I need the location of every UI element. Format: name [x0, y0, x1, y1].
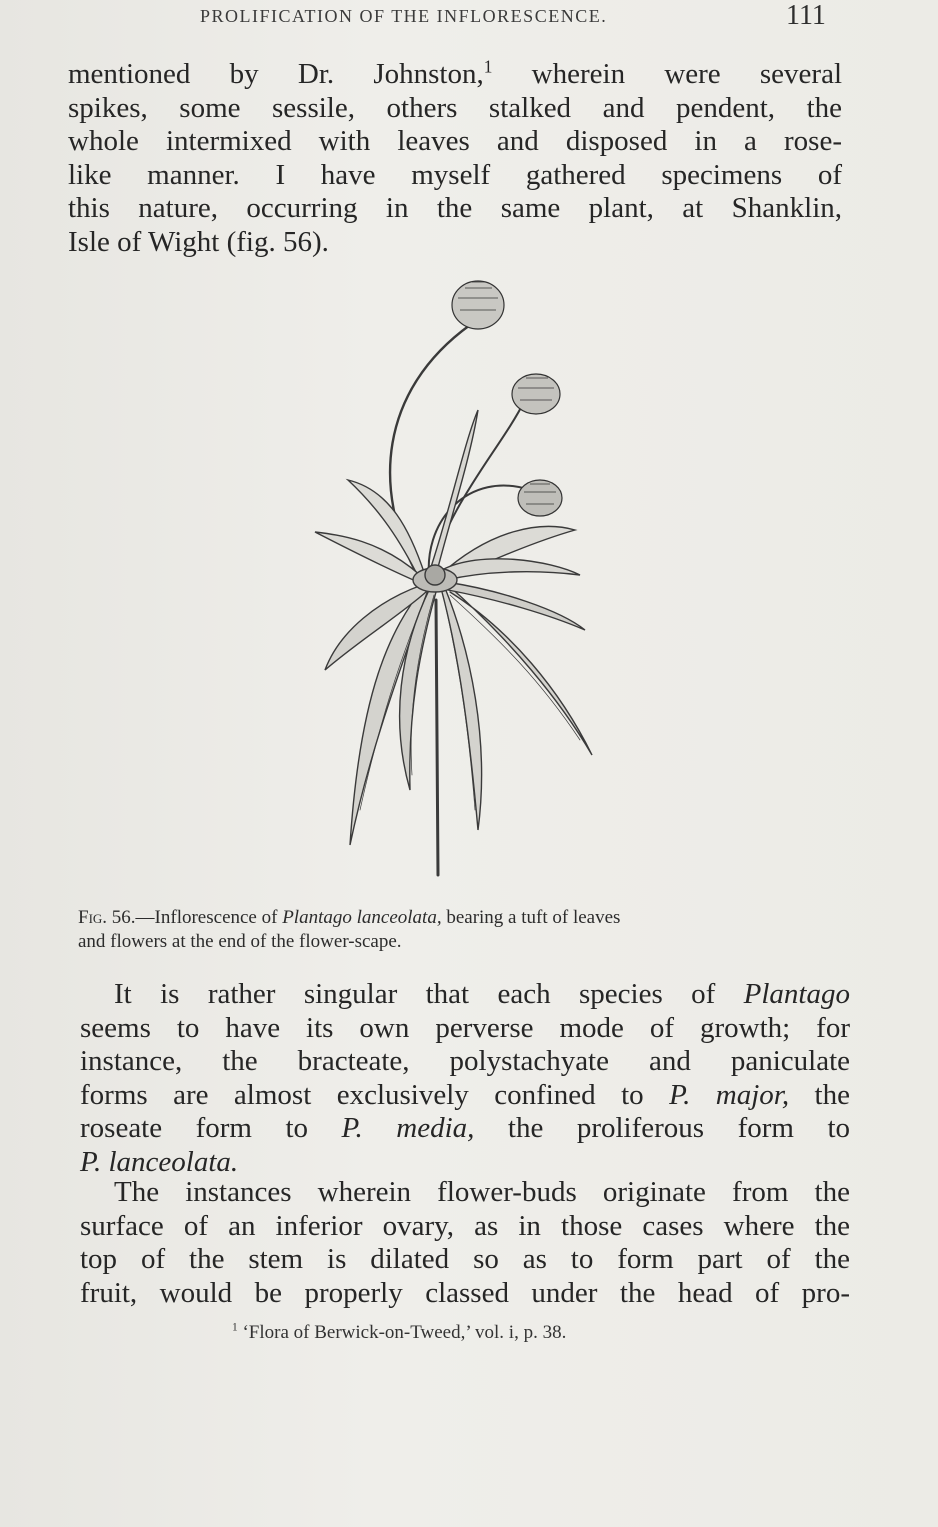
page-number: 111 — [786, 0, 826, 31]
text-line: forms are almost exclusively confined to P. major, the — [80, 1078, 850, 1111]
text-line: mentioned by Dr. Johnston,$^1$ wherein were several — [68, 56, 843, 90]
paragraph-3 — [80, 1176, 850, 1310]
text-line: Isle of Wight (fig. 56). — [68, 225, 329, 258]
text-line: P. lanceolata. — [80, 1145, 239, 1178]
text-line: spikes, some sessile, others stalked and pendent, the — [68, 91, 842, 124]
text-line: this nature, occurring in the same plant, at Shanklin, — [68, 192, 842, 224]
text-line: It is rather singular that each species of Plantago — [114, 978, 850, 1010]
text-line: surface of an inferior ovary, as in those cases where the — [80, 1209, 850, 1242]
paragraph-2 — [80, 978, 850, 1179]
running-header: PROLIFICATION OF THE INFLORESCENCE. — [200, 6, 608, 26]
figure-caption: Fig. 56.—Inflorescence of Plantago lanceolata, bearing a tuft of leaves and flowers at the end of the flower-scape. — [78, 907, 621, 952]
text-line: fruit, would be properly classed under the head of pro- — [80, 1276, 850, 1309]
text-line: whole intermixed with leaves and disposed in a rose- — [68, 125, 842, 157]
text-line: top of the stem is dilated so as to form part of the — [80, 1243, 850, 1275]
footnote: $^1$ ‘Flora of Berwick-on-Tweed,’ vol. i, p. 38. — [232, 1321, 567, 1343]
text-line: seems to have its own perverse mode of growth; for — [80, 1011, 850, 1044]
text-line: roseate form to P. media, the proliferous form to — [80, 1112, 850, 1144]
text-line: like manner. I have myself gathered specimens of — [68, 158, 842, 191]
plantago-illustration — [300, 270, 620, 890]
species-name: Plantago lanceolata, — [282, 907, 442, 928]
footnote-mark: 1 — [232, 1321, 238, 1334]
figure-label: Fig. 56. — [78, 907, 136, 928]
text-line: instance, the bracteate, polystachyate and paniculate — [80, 1045, 850, 1077]
footnote-mark: 1 — [483, 56, 493, 77]
text-line: The instances wherein flower-buds originate from the — [114, 1176, 850, 1208]
paragraph-1 — [68, 58, 842, 259]
